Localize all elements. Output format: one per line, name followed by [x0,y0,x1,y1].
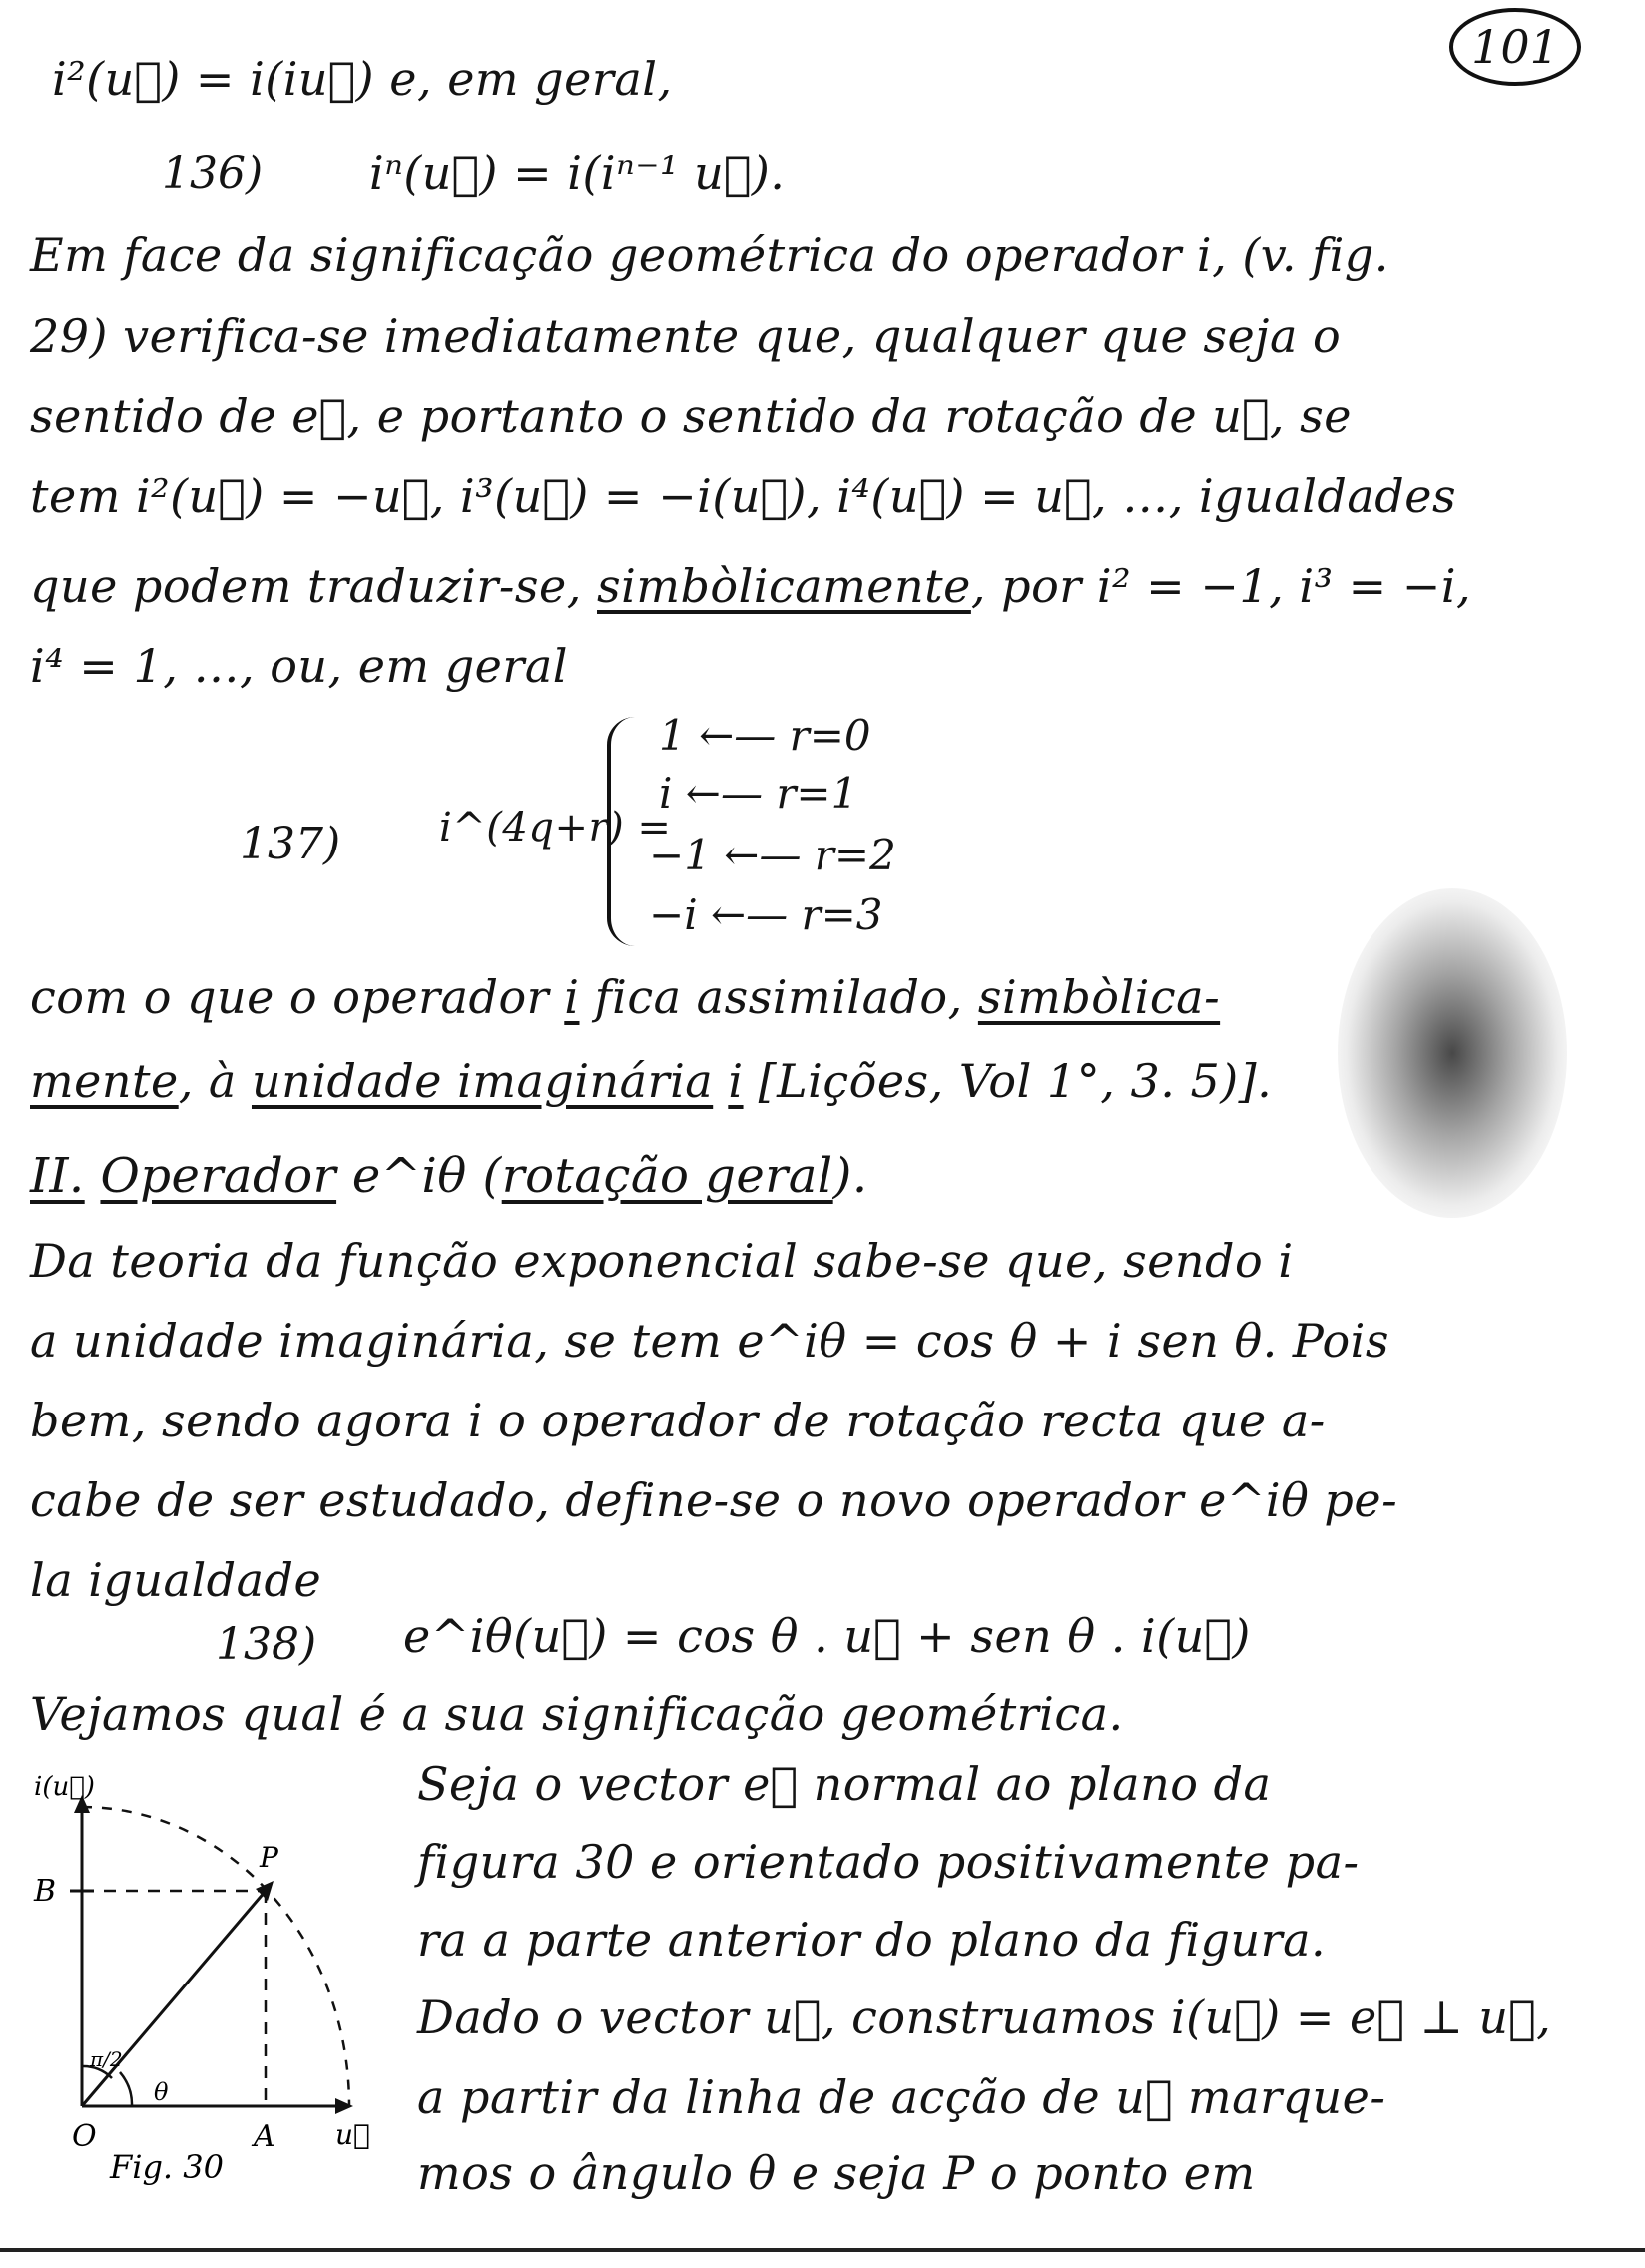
imaginary-unit-underlined: unidade imaginária [251,1054,714,1108]
text-line-19: Vejamos qual é a sua significação geométrica. [30,1687,1124,1741]
label-p: P [260,1841,278,1874]
text-line-10 [30,1054,1272,1108]
label-iu: i(u⃗) [34,1772,95,1802]
unit-i-underlined: i [728,1054,744,1108]
section-operator-word: Operador [100,1148,337,1204]
text-line-9c: fica assimilado, [594,970,963,1024]
symbolically-underlined-2: simbòlica- [977,970,1221,1024]
text-line-7a: que podem traduzir-se, [30,559,582,613]
operator-i-underlined: i [564,970,580,1024]
section-close: ). [832,1148,868,1204]
section-subtitle: rotação geral [501,1148,833,1204]
equation-136-number: 136) [162,148,264,199]
text-line-23: Dado o vector u⃗, construamos i(u⃗) = e⃗ ⊥ u⃗, [417,1990,1552,2044]
figure-30 [20,1767,399,2186]
text-line-13: a unidade imaginária, se tem e^iθ = cos θ + i sen θ. Pois [30,1314,1389,1368]
label-pi-over-2: π/2 [90,2047,123,2071]
vector-op [82,1891,266,2106]
symbolically-underlined: simbòlicamente [597,559,971,613]
label-o: O [72,2119,97,2154]
equation-137-case-3: −i ←— r=3 [649,890,883,939]
text-line-7 [30,559,1471,613]
text-line-20: Seja o vector e⃗ normal ao plano da [417,1757,1272,1811]
text-line-10e: [Lições, Vol 1°, 3. [758,1054,1176,1108]
text-line-21: figura 30 e orientado positivamente pa- [417,1835,1360,1889]
x-axis-arrowhead [335,2098,353,2114]
figure-caption: Fig. 30 [110,2148,224,2186]
text-line-9 [30,970,1220,1024]
equation-137-case-1: i ←— r=1 [659,769,858,818]
mente-underlined: mente [30,1054,179,1108]
text-line-9a: com o que o operador [30,970,550,1024]
text-line-25: mos o ângulo θ e seja P o ponto em [417,2146,1256,2200]
equation-137-number: 137) [240,819,341,869]
text-line-6: tem i²(u⃗) = −u⃗, i³(u⃗) = −i(u⃗), i⁴(u⃗) = u⃗, …, igualdades [30,469,1457,523]
equation-137-case-0: 1 ←— r=0 [659,711,871,760]
equation-138: e^iθ(u⃗) = cos θ . u⃗ + sen θ . i(u⃗) [403,1609,1251,1663]
label-u: u⃗ [335,2118,370,2151]
label-a: A [254,2119,275,2154]
page-number: 101 [1449,8,1581,86]
text-line-5: sentido de e⃗, e portanto o sentido da rotação de u⃗, se [30,389,1353,443]
text-line-16: cabe de ser estudado, define-se o novo operador e^iθ pe- [30,1473,1398,1527]
text-line-10b: , à [178,1054,237,1108]
text-line-24: a partir da linha de acção de u⃗ marque- [417,2070,1386,2124]
label-b: B [34,1874,57,1909]
label-theta: θ [154,2078,169,2106]
equation-137-lhs: i^(4q+r) = [439,805,672,850]
text-line-3: Em face da significação geométrica do operador i, (v. fig. [30,228,1389,282]
equation-138-number: 138) [216,1619,317,1670]
text-line-4: 29) verifica-se imediatamente que, qualquer que seja o [30,309,1342,363]
text-line-7c: , por i² = −1, i³ = −i, [970,559,1472,613]
text-line-17: la igualdade [30,1553,322,1607]
text-line-1: i²(u⃗) = i(iu⃗) e, em geral, [52,52,673,106]
section-heading-ii [30,1148,868,1204]
text-line-8: i⁴ = 1, …, ou, em geral [30,639,569,693]
page-bottom-rule [0,2248,1645,2252]
text-line-22: ra a parte anterior do plano da figura. [417,1913,1327,1967]
section-operator-symbol: e^iθ ( [351,1148,502,1204]
equation-136: iⁿ(u⃗) = i(iⁿ⁻¹ u⃗). [369,146,786,200]
section-number: II. [30,1148,85,1204]
equation-137-brace [607,717,641,946]
ink-smudge [1338,888,1567,1218]
text-line-12: Da teoria da função exponencial sabe-se que, sendo i [30,1234,1294,1288]
text-line-15: bem, sendo agora i o operador de rotação recta que a- [30,1394,1326,1447]
equation-137-case-2: −1 ←— r=2 [649,831,896,879]
text-line-10f: 5)]. [1190,1054,1273,1108]
theta-arc [120,2072,132,2106]
